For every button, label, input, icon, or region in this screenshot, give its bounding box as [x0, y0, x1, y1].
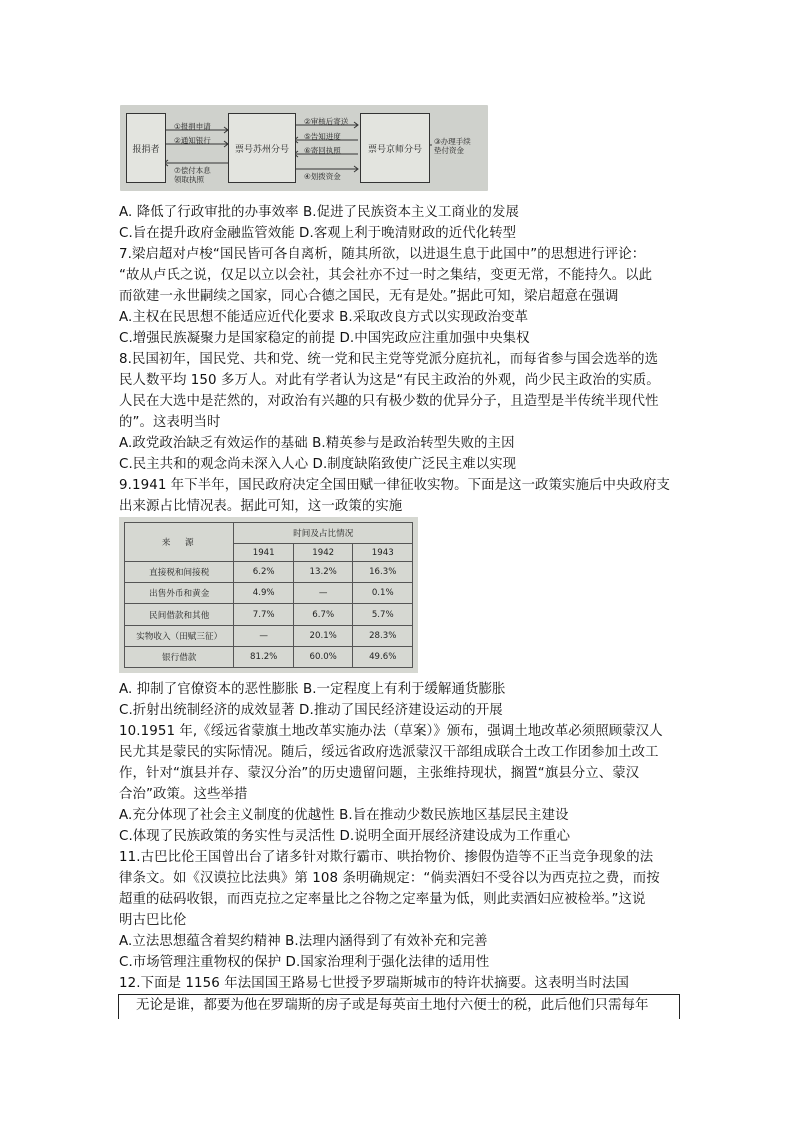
q8-stem-3: 人民在大选中是茫然的，对政治有兴趣的只有极少数的优异分子，且造型是半传统半现代性 [119, 394, 659, 409]
q10-option-cd: C.体现了民族政策的务实性与灵活性 D.说明全面开展经济建设成为工作重心 [119, 829, 571, 844]
q7-stem-2: “故从卢氏之说，仅足以立以会社，其会社亦不过一时之集结，变更无常，不能持久。以此 [119, 268, 653, 283]
table-header-source: 来 源 [125, 523, 234, 562]
row-source: 实物收入（田赋三征） [125, 625, 234, 646]
q11-option-ab: A.立法思想蕴含着契约精神 B.法理内涵得到了有效补充和完善 [119, 934, 488, 949]
label-transfer: ④划拨资金 [304, 172, 341, 181]
q8-option-ab: A.政党政治缺乏有效运作的基础 B.精英参与是政治转型失败的主因 [119, 436, 515, 451]
label-return: ⑥寄回执照 [304, 146, 341, 155]
q10-stem-1: 10.1951 年,《绥远省蒙旗土地改革实施办法（草案）》颁布，强调土地改革必须照顾蒙汉人 [119, 724, 663, 739]
q10-option-ab: A.充分体现了社会主义制度的优越性 B.旨在推动少数民族地区基层民主建设 [119, 808, 569, 823]
q6-option-ab: A. 降低了行政审批的办事效率 B.促进了民族资本主义工商业的发展 [119, 205, 519, 220]
q10-stem-2: 民尤其是蒙民的实际情况。随后，绥远省政府选派蒙汉干部组成联合土改工作团参加土改工 [119, 745, 659, 760]
table-row [125, 583, 413, 604]
q12-stem: 12.下面是 1156 年法国国王路易七世授予罗瑞斯城市的特许状摘要。这表明当时法国 [119, 976, 629, 991]
q8-stem-4: 的”。这表明当时 [119, 415, 221, 430]
row-value: 49.6% [353, 646, 413, 667]
q9-option-ab: A. 抑制了官僚资本的恶性膨胀 B.一定程度上有利于缓解通货膨胀 [119, 682, 506, 697]
row-value: 20.1% [293, 625, 353, 646]
row-value: — [293, 583, 353, 604]
jingshi-branch-box: 票号京师分号 [360, 113, 430, 183]
row-value: 7.7% [234, 604, 294, 625]
row-value: 6.7% [293, 604, 353, 625]
flow-diagram [120, 105, 488, 191]
q10-stem-4: 合治”政策。这些举措 [119, 787, 248, 802]
q7-stem-1: 7.梁启超对卢梭“国民皆可各自离析，随其所欲，以进退生息于此国中”的思想进行评论： [119, 247, 646, 262]
row-value: 5.7% [353, 604, 413, 625]
row-source: 出售外币和黄金 [125, 583, 234, 604]
suzhou-branch-box: 票号苏州分号 [228, 113, 296, 183]
label-repay: ⑦偿付本息 领取执照 [174, 166, 211, 184]
q11-stem-1: 11.古巴比伦王国曾出台了诸多针对欺行霸市、哄抬物价、掺假伪造等不正当竞争现象的法 [119, 850, 654, 865]
row-value: 16.3% [353, 562, 413, 583]
q11-stem-2: 律条文。如《汉谟拉比法典》第 108 条明确规定：“倘卖酒妇不受谷以为西克拉之费，而按 [119, 871, 660, 886]
q11-stem-3: 超重的砝码收银，而西克拉之定率量比之谷物之定率量为低，则此卖酒妇应被检举。”这说 [119, 892, 646, 907]
q6-option-cd: C.旨在提升政府金融监管效能 D.客观上利于晚清财政的近代化转型 [119, 226, 517, 241]
q8-option-cd: C.民主共和的观念尚未深入人心 D.制度缺陷致使广泛民主难以实现 [119, 457, 517, 472]
table-row [125, 562, 413, 583]
q9-stem-1: 9.1941 年下半年，国民政府决定全国田赋一律征收实物。下面是这一政策实施后中央政府支 [119, 478, 670, 493]
q7-option-cd: C.增强民族凝聚力是国家稳定的前提 D.中国宪政应注重加强中央集权 [119, 331, 530, 346]
q8-stem-1: 8.民国初年，国民党、共和党、统一党和民主党等党派分庭抗礼，而每省参与国会选举的选 [119, 352, 659, 367]
table-year: 1943 [353, 544, 413, 562]
row-source: 直接税和间接税 [125, 562, 234, 583]
row-value: 81.2% [234, 646, 294, 667]
row-value: 13.2% [293, 562, 353, 583]
table-year: 1941 [234, 544, 294, 562]
q12-quote: 无论是谁，都要为他在罗瑞斯的房子或是每英亩土地付六便士的税，此后他们只需每年 [136, 998, 649, 1013]
q8-stem-2: 民人数平均 150 多万人。对此有学者认为这是“有民主政治的外观，尚少民主政治的实质。 [119, 373, 660, 388]
label-notify: ②通知银行 [174, 136, 211, 145]
q9-option-cd: C.折射出统制经济的成效显著 D.推动了国民经济建设运动的开展 [119, 703, 503, 718]
table-row [125, 646, 413, 667]
expenditure-table [119, 517, 418, 673]
reporter-box: 报捐者 [126, 113, 166, 183]
row-value: 60.0% [293, 646, 353, 667]
row-source: 民间借款和其他 [125, 604, 234, 625]
row-value: 28.3% [353, 625, 413, 646]
q11-option-cd: C.市场管理注重物权的保护 D.国家治理利于强化法律的适用性 [119, 955, 490, 970]
q7-stem-3: 而欲建一永世嗣续之国家，同心合德之国民，无有是处。”据此可知，梁启超意在强调 [119, 289, 619, 304]
label-apply: ①报捐申请 [174, 122, 211, 131]
row-value: 6.2% [234, 562, 294, 583]
table-row [125, 625, 413, 646]
row-value: — [234, 625, 294, 646]
label-progress: ⑤告知进度 [304, 132, 341, 141]
row-source: 银行借款 [125, 646, 234, 667]
label-handle: ③办理手续 垫付资金 [434, 137, 471, 155]
q7-option-ab: A.主权在民思想不能适应近代化要求 B.采取改良方式以实现政治变革 [119, 310, 529, 325]
table-header-group: 时间及占比情况 [234, 523, 413, 544]
label-review: ②审核后寄送 [304, 117, 349, 126]
row-value: 0.1% [353, 583, 413, 604]
table-year: 1942 [293, 544, 353, 562]
table-row [125, 604, 413, 625]
q9-stem-2: 出来源占比情况表。据此可知，这一政策的实施 [119, 499, 403, 514]
row-value: 4.9% [234, 583, 294, 604]
q10-stem-3: 作，针对“旗县并存、蒙汉分治”的历史遗留问题，主张维持现状，搁置“旗县分立、蒙汉 [119, 766, 640, 781]
q11-stem-4: 明古巴比伦 [119, 913, 187, 928]
